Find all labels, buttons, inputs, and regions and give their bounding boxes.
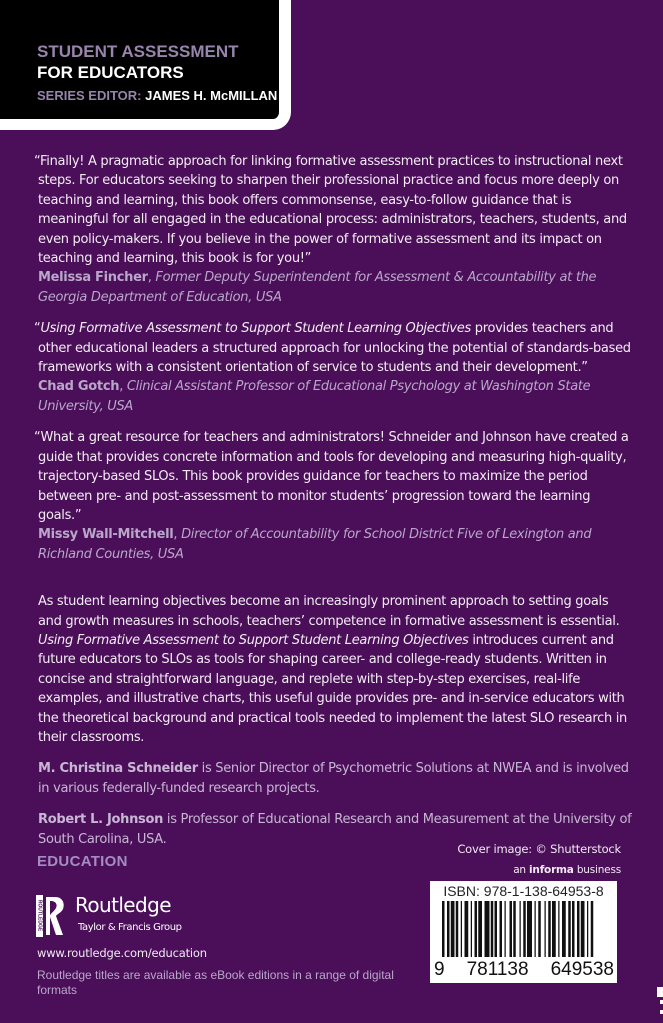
barcode-bar: [591, 901, 594, 957]
endorser-role: Clinical Assistant Professor of Educational Psychology at Washington State University, USA: [38, 379, 591, 414]
barcode-bar: [548, 901, 551, 957]
barcode-bar: [552, 901, 556, 957]
cover-image-credit: Cover image: © Shutterstock: [457, 842, 621, 856]
barcode-bar: [500, 901, 503, 957]
barcode-bar: [485, 901, 490, 957]
endorsement: [34, 319, 634, 416]
publisher-group: Taylor & Francis Group: [78, 922, 182, 933]
barcode-digits-left: 781138: [466, 959, 529, 980]
barcode-digits: [434, 958, 614, 981]
publisher-logo: [36, 895, 236, 943]
endorsement-attribution: Missy Wall-Mitchell, Director of Accountability for School District Five of Lexington and Richland Counties, USA: [38, 527, 592, 562]
isbn-label: ISBN: 978-1-138-64953-8: [443, 883, 604, 899]
isbn-barcode: [430, 881, 617, 983]
series-panel: [0, 0, 291, 130]
book-title-italic: Using Formative Assessment to Support Student Learning Objectives: [40, 321, 471, 337]
barcode-bar: [461, 901, 462, 957]
barcode-bar: [475, 901, 478, 957]
barcode-bar: [510, 901, 513, 957]
barcode-digits-right: 649538: [550, 959, 614, 980]
endorsement-attribution: Melissa Fincher, Former Deputy Superintendent for Assessment & Accountability at the Georgia Department of Education, USA: [38, 270, 597, 305]
endorsement-body: Finally! A pragmatic approach for linking formative assessment practices to instructional next steps. For educators seeking to sharpen their professional practice and focus more deeply on teaching and learning, this book offers commonsense, easy-to-follow guidance that is meaningful for all engaged in the educational process: administrators, teachers, students, and even policy-makers. If you believe in the power of formative assessment and its impact on teaching and learning, this book is for you!”: [38, 154, 627, 267]
open-quote: “: [34, 430, 41, 446]
barcode-bar: [523, 901, 526, 957]
barcode-bar: [577, 901, 580, 957]
endorsement-text: [34, 428, 634, 525]
description-part1: As student learning objectives become an increasingly prominent approach to setting goals and growth measures in schools, teachers’ competence in formative assessment is essential.: [38, 594, 620, 629]
logo-vertical-text: ROUTLEDGE: [36, 899, 43, 932]
endorsement-text: [34, 319, 634, 377]
subject-category: EDUCATION: [37, 853, 128, 870]
author-bio: [38, 759, 634, 798]
barcode-bar: [527, 901, 532, 957]
open-quote: “: [34, 321, 41, 337]
informa-post: business: [573, 864, 621, 876]
barcode-bar: [572, 901, 575, 957]
barcode-bar: [505, 901, 506, 957]
informa-business: [513, 863, 621, 877]
endorser-name: Melissa Fincher: [38, 270, 148, 286]
barcode-bar: [568, 901, 571, 957]
ebook-note: Routledge titles are available as eBook editions in a range of digital formats: [37, 968, 394, 997]
barcode-bar: [442, 901, 445, 957]
barcode-bar: [513, 901, 516, 957]
description-part2: introduces current and future educators to SLOs as tools for shaping career- and college-ready students. Written in concise and straightforward language, and replete with step-by-step exercises, real-life examples, and illustrative charts, this useful guide provides pre- and in-service educators with the theoretical background and practical tools needed to implement the latest SLO research in their classrooms.: [38, 632, 627, 745]
publisher-name: Routledge: [75, 893, 171, 917]
endorser-name: Chad Gotch: [38, 379, 120, 395]
barcode-bar: [447, 901, 450, 957]
series-title-line1: STUDENT ASSESSMENT: [37, 42, 239, 61]
barcode-bar: [456, 901, 459, 957]
barcode-bar: [545, 901, 546, 957]
barcode-bar: [495, 901, 498, 957]
series-editor: [37, 85, 278, 107]
series-title-line2: FOR EDUCATORS: [37, 63, 184, 82]
barcode-bar: [562, 901, 566, 957]
barcode-bar: [465, 901, 469, 957]
author-bio-text: is Senior Director of Psychometric Solutions at NWEA and is involved in various federally-funded research projects.: [38, 761, 629, 796]
open-quote: “: [34, 154, 41, 169]
series-editor-label: SERIES EDITOR:: [37, 88, 142, 103]
endorsement-attribution: Chad Gotch, Clinical Assistant Professor of Educational Psychology at Washington State University, USA: [38, 379, 591, 414]
barcode-bars: [442, 901, 610, 957]
barcode-bar: [587, 901, 588, 957]
back-cover-content: [34, 152, 634, 861]
series-heading: [37, 42, 278, 107]
endorser-role: Former Deputy Superintendent for Assessment & Accountability at the Georgia Department of Education, USA: [38, 270, 597, 305]
endorser-name: Missy Wall-Mitchell: [38, 527, 174, 543]
description-book-title: Using Formative Assessment to Support Student Learning Objectives: [38, 632, 469, 648]
author-name: M. Christina Schneider: [38, 761, 198, 777]
endorsement-text: [34, 152, 634, 268]
barcode-bar: [520, 901, 521, 957]
barcode-digit-first: 9: [434, 959, 445, 980]
endorsement-body: What a great resource for teachers and administrators! Schneider and Johnson have created a guide that provides concrete information and tools for developing and measuring high-quality, trajectory-based SLOs. This book provides guidance for teachers to maximize the period between pre- and post-assessment to monitor students’ progression toward the learning goals.”: [38, 430, 629, 523]
barcode-bar: [535, 901, 536, 957]
barcode-bar: [558, 901, 559, 957]
barcode-bar: [491, 901, 494, 957]
barcode-bar: [478, 901, 482, 957]
author-name: Robert L. Johnson: [38, 812, 164, 828]
informa-brand: informa: [529, 864, 574, 876]
informa-pre: an: [513, 864, 530, 876]
author-bio-text: is Professor of Educational Research and Measurement at the University of South Carolina, USA.: [38, 812, 632, 847]
barcode-bar: [451, 901, 455, 957]
edge-mark: [657, 987, 663, 997]
endorser-role: Director of Accountability for School District Five of Lexington and Richland Counties, USA: [38, 527, 592, 562]
endorsement: [34, 152, 634, 307]
publisher-website[interactable]: www.routledge.com/education: [37, 946, 207, 960]
endorsement-body: provides teachers and other educational leaders a structured approach for unlocking the potential of standards-based frameworks with a consistent orientation of service to students and their development.”: [38, 321, 631, 376]
series-editor-name: JAMES H. McMILLAN: [145, 88, 278, 103]
barcode-bar: [471, 901, 472, 957]
endorsement: [34, 428, 634, 564]
book-description: [38, 592, 634, 747]
barcode-bar: [538, 901, 541, 957]
barcode-bar: [581, 901, 585, 957]
